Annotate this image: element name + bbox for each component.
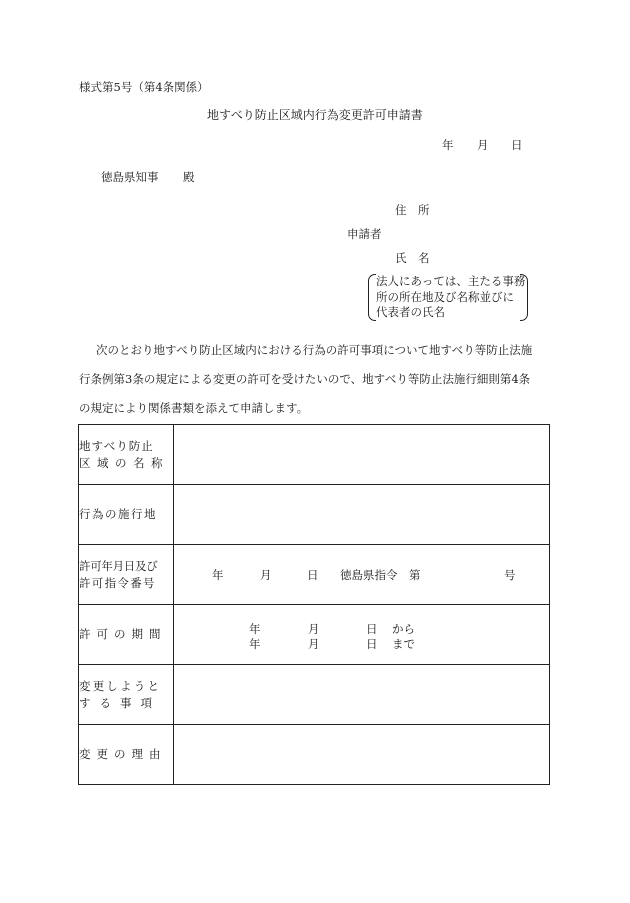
row-label-site: 行為の施行地 — [79, 485, 174, 545]
period-field[interactable] — [174, 605, 550, 665]
page-title: 地すべり防止区域内行為変更許可申請書 — [207, 108, 423, 122]
table-row — [79, 725, 550, 785]
permit-field[interactable] — [174, 545, 550, 605]
note-left-bracket — [368, 274, 376, 321]
period-to-day: 日 — [366, 637, 378, 651]
change-reason-field[interactable] — [174, 725, 550, 785]
note-line: 代表者の氏名 — [376, 305, 445, 319]
change-items-field[interactable] — [174, 665, 550, 725]
application-table — [78, 424, 550, 785]
period-from-month: 月 — [308, 622, 320, 636]
row-label-change-reason: 変更の理由 — [79, 725, 174, 785]
period-from-year: 年 — [249, 622, 261, 636]
address-label: 住 所 — [395, 203, 430, 217]
permit-year-label: 年 — [212, 568, 224, 582]
row-label-period: 許可の期間 — [79, 605, 174, 665]
permit-directive-label: 徳島県指令 第 — [340, 568, 421, 582]
note-right-bracket — [520, 274, 528, 321]
period-from-day: 日 — [366, 622, 378, 636]
date-month-label: 月 — [477, 138, 489, 152]
table-row — [79, 605, 550, 665]
permit-month-label: 月 — [260, 568, 272, 582]
corporation-note — [368, 274, 528, 319]
note-text — [376, 274, 525, 321]
table-row — [79, 545, 550, 605]
body-line-2: 行条例第3条の規定による変更の許可を受けたいので、地すべり等防止法施行細則第4条 — [79, 372, 531, 386]
honorific: 殿 — [183, 170, 195, 184]
applicant-label: 申請者 — [347, 227, 382, 241]
row-label-area-name: 地すべり防止 区域の名称 — [79, 425, 174, 485]
period-to-year: 年 — [249, 637, 261, 651]
addressee: 徳島県知事 — [101, 170, 159, 184]
body-line-3: の規定により関係書類を添えて申請します。 — [79, 401, 309, 415]
form-number: 様式第5号（第4条関係） — [79, 80, 209, 94]
permit-number-suffix: 号 — [504, 568, 516, 582]
site-field[interactable] — [174, 485, 550, 545]
table-row — [79, 665, 550, 725]
table-row — [79, 425, 550, 485]
permit-day-label: 日 — [307, 568, 319, 582]
period-to-month: 月 — [308, 637, 320, 651]
area-name-field[interactable] — [174, 425, 550, 485]
date-year-label: 年 — [442, 138, 454, 152]
table-row — [79, 485, 550, 545]
row-label-permit: 許可年月日及び 許可指令番号 — [79, 545, 174, 605]
note-line: 法人にあっては、主たる事務 — [376, 274, 526, 288]
period-to-suffix: まで — [392, 637, 415, 651]
body-line-1: 次のとおり地すべり防止区域内における行為の許可事項について地すべり等防止法施 — [96, 343, 533, 357]
note-line: 所の所在地及び名称並びに — [376, 289, 514, 304]
period-from-suffix: から — [392, 622, 415, 636]
date-day-label: 日 — [511, 138, 523, 152]
row-label-change-items: 変更しようと する事項 — [79, 665, 174, 725]
name-label: 氏 名 — [395, 251, 430, 265]
